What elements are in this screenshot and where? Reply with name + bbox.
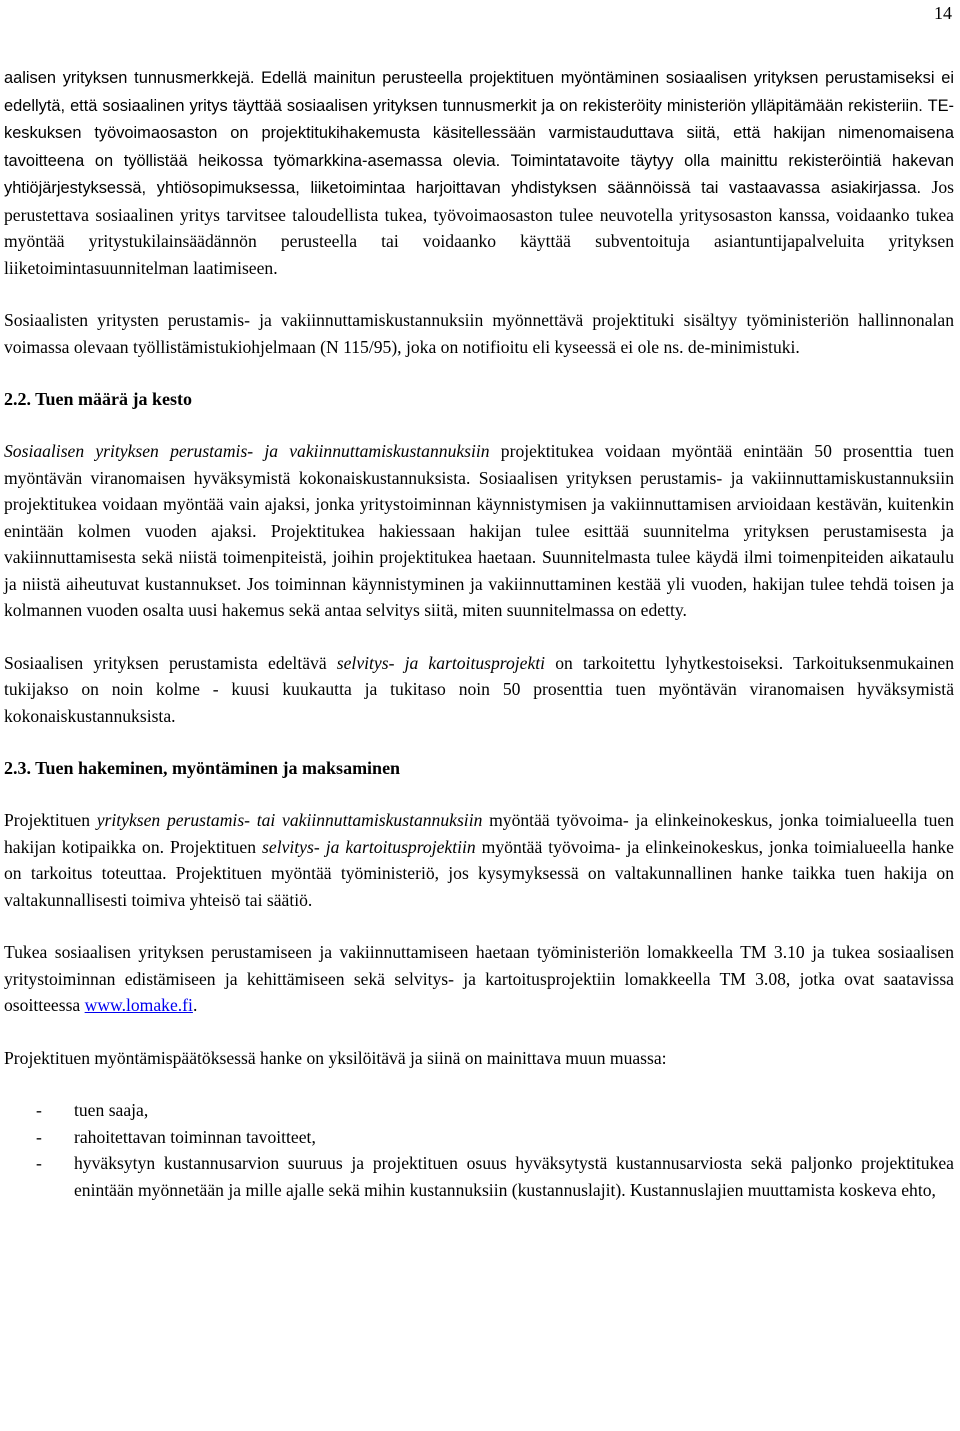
paragraph-5-part-b: myöntää työvoima- ja elinkeinokeskus, jonka toimialueella tuen hakijan kotipaikka on. Projektituen [4,810,954,857]
paragraph-1-part-b: TE-keskuksen työvoimaosaston on projektitukihakemusta käsitellessään varmistauduttava siitä, että hakijan nimenomaisena tavoitteena on työllistää heikossa työmarkkina-asemassa olevia. [4,96,955,170]
paragraph-4-part-b: on tarkoitettu lyhytkestoiseksi. Tarkoituksenmukainen tukijakso on noin kolme - kuusi kuukautta ja tukitaso noin 50 prosenttia tuen myöntävän viranomaisen hyväksymistä kokonaiskustannuksista. [4,652,954,726]
list-item [4,1124,954,1151]
paragraph-5-part-c: myöntää työvoima- ja elinkeinokeskus, jonka toimialueella hanke on tarkoitus toteuttaa. Projektituen myöntää työministeriö, jos kysymyksessä on valtakunnallinen hanke taikka tuen hakija on valtakunnallisesti toimiva yhteisö tai säätiö. [4,836,954,910]
list-item [4,1150,954,1203]
list-item [4,1097,954,1124]
paragraph-5-italic-1: yrityksen perustamis- tai vakiinnuttamiskustannuksiin [96,810,483,830]
lomake-link[interactable]: www.lomake.fi [84,995,193,1015]
page-number: 14 [934,3,952,23]
paragraph-3-italic: Sosiaalisen yrityksen perustamis- ja vakiinnuttamiskustannuksiin [4,441,490,461]
paragraph-7: Projektituen myöntämispäätöksessä hanke on yksilöitävä ja siinä on mainittava muun muassa: [4,1047,667,1068]
paragraph-1 [4,64,954,281]
list-item-text: rahoitettavan toiminnan tavoitteet, [74,1126,316,1147]
dash-bullet: - [36,1153,42,1173]
paragraph-6-part-a: Tukea sosiaalisen yrityksen perustamiseen ja vakiinnuttamiseen haetaan työministeriön lomakkeella TM 3.10 ja tukea sosiaalisen yritystoiminnan edistämiseen ja kehittämiseen sekä selvitys- ja kartoitusprojektiin lomakkeella TM 3.08, jotka ovat saatavissa osoitteessa [4,942,954,1015]
dash-bullet: - [36,1100,42,1120]
decision-items-list [4,1097,954,1203]
paragraph-4-part-a: Sosiaalisen yrityksen perustamista edeltävä [4,652,337,673]
paragraph-3-rest: projektitukea voidaan myöntää enintään 50 prosenttia tuen myöntävän viranomaisen hyväksymistä kokonaiskustannuksista. Sosiaalisen yrityksen perustamis- ja vakiinnuttamiskustannuksiin projektitukea voidaan myöntää vain ajaksi, jonka yritystoiminnan käynnistymisen ja vakiinnuttamisen arvioidaan kestävän, kuitenkin enintään kolmen vuoden ajaksi. Projektitukea hakiessaan hakijan tulee esittää suunnitelma yrityksen perustamisesta ja vakiinnuttamisesta sekä niistä toimenpiteistä, joihin projektitukea haetaan. Suunnitelmasta tulee käydä ilmi toimenpiteiden aikataulu ja niistä aiheutuvat kustannukset. Jos toiminnan käynnistyminen ja vakiinnuttaminen kestää yli vuoden, hakijan tulee tehdä toisen ja kolmannen vuoden osalta uusi hakemus sekä antaa selvitys siitä, miten suunnitelmassa on edetty. [4,441,954,620]
paragraph-5-italic-2: selvitys- ja kartoitusprojektiin [262,836,476,857]
paragraph-6 [4,939,954,1019]
paragraph-1-part-a: aalisen yrityksen tunnusmerkkejä. Edellä mainitun perusteella projektituen myöntäminen sosiaalisen yrityksen perustamiseksi ei edellytä, että sosiaalinen yritys täyttää sosiaalisen yrityksen tunnusmerkit ja on rekisteröity ministeriön ylläpitämään rekisteriin. [4,69,954,115]
heading-2-3: 2.3. Tuen hakeminen, myöntäminen ja maksaminen [4,758,401,778]
paragraph-5 [4,807,954,913]
paragraph-4-italic: selvitys- ja kartoitusprojekti [336,652,546,673]
list-item-text: hyväksytyn kustannusarvion suuruus ja projektituen osuus hyväksytystä kustannusarviosta sekä paljonko projektitukea enintään myönnetään ja mille ajalle sekä mihin kustannuksiin (kustannuslajit). Kustannuslajien muuttamista koskeva ehto, [74,1153,954,1200]
paragraph-4 [4,650,954,730]
paragraph-5-part-a: Projektituen [4,810,97,830]
paragraph-1-part-c: Toimintatavoite täytyy olla mainittu rekisteröintiä hakevan yhtiöjärjestyksessä, yhtiösopimuksessa, liiketoimintaa harjoittavan yhdistyksen säännöissä tai vastaavassa asiakirjassa. [4,151,954,197]
list-item-text: tuen saaja, [74,1100,149,1120]
paragraph-2: Sosiaalisten yritysten perustamis- ja vakiinnuttamiskustannuksiin myönnettävä projektituki sisältyy työministeriön hallinnonalan voimassa olevaan työllistämistukiohjelmaan (N 115/95), joka on notifioitu eli kyseessä ei ole ns. de-minimistuki. [4,310,954,357]
paragraph-3 [4,438,954,624]
paragraph-6-part-b: . [192,995,198,1015]
heading-2-2: 2.2. Tuen määrä ja kesto [4,389,193,409]
dash-bullet: - [36,1126,42,1147]
paragraph-1-part-d: Jos perustettava sosiaalinen yritys tarvitsee taloudellista tukea, työvoimaosaston tulee neuvotella yritysosaston kanssa, voidaanko tukea myöntää yritystukilainsäädännön perusteella tai voidaanko käyttää subventoituja asiantuntijapalveluita yrityksen liiketoimintasuunnitelman laatimiseen. [4,177,955,278]
document-body [4,64,954,1203]
